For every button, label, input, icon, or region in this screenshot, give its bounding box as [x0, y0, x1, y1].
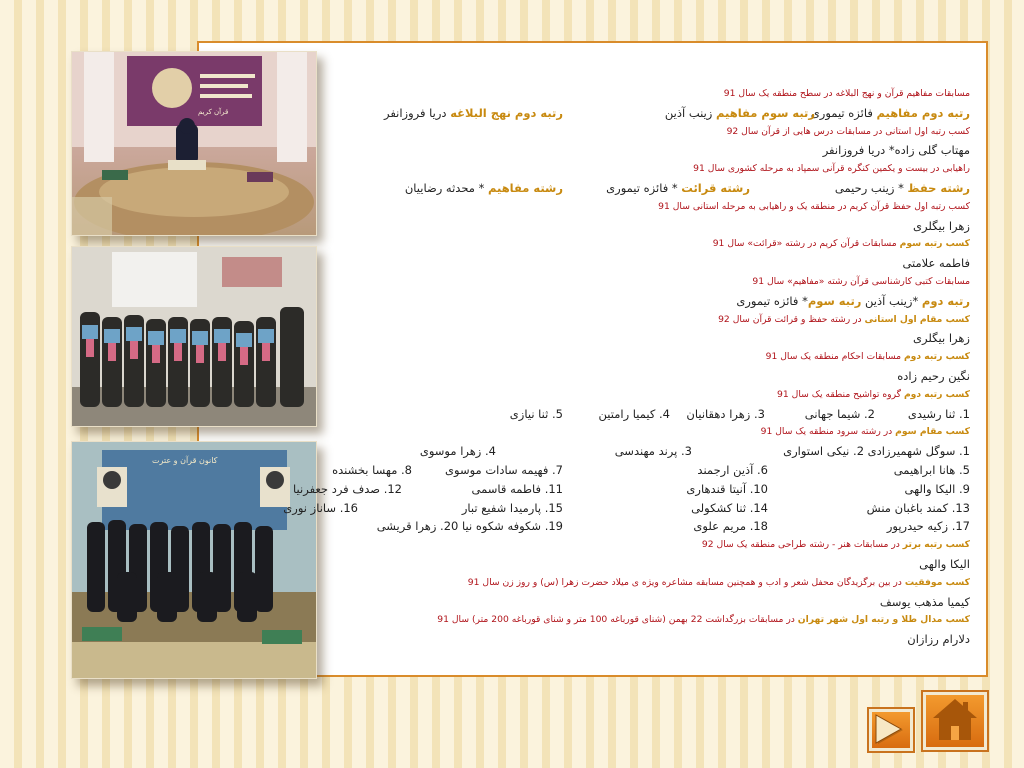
name-column: [665, 104, 815, 123]
text-segment: رشته حفظ: [907, 180, 970, 195]
text-segment: کسب رتبه اول استانی در مسابقات درس هایی از قرآن سال 92: [726, 125, 970, 137]
achievement-heading: [80, 311, 970, 330]
achievement-heading: [80, 160, 970, 179]
text-segment: * محدثه رضاییان: [404, 180, 488, 195]
name-column: [377, 517, 563, 536]
text-segment: 18. مریم علوی: [693, 519, 768, 534]
text-segment: راهیابی در بیست و یکمین کنگره قرآنی سمپاد به مرحله کشوری سال 91: [693, 163, 970, 175]
text-segment: زهرا بیگلری: [913, 331, 970, 346]
achievement-heading: [80, 235, 970, 254]
name-column: [445, 461, 563, 480]
text-segment: کیمیا مذهب یوسف: [879, 594, 970, 609]
text-segment: * فائزه تیموری: [736, 293, 808, 308]
play-triangle-icon: [869, 709, 913, 751]
name-column: [283, 499, 358, 518]
name-column: [472, 480, 563, 499]
achievement-names: [80, 480, 970, 499]
achievement-names: [80, 254, 970, 273]
achievement-names: [80, 367, 970, 386]
text-segment: دلارام رزازان: [907, 632, 970, 647]
text-segment: رتبه سوم: [807, 293, 862, 308]
achievement-names: [80, 630, 970, 649]
achievement-heading: [80, 423, 970, 442]
next-slide-button[interactable]: [867, 707, 915, 753]
name-column: [462, 499, 563, 518]
home-button[interactable]: [921, 690, 989, 752]
name-column: [697, 461, 768, 480]
achievement-names: [80, 555, 970, 574]
achievement-names: [80, 104, 970, 123]
text-segment: نگین رحیم زاده: [897, 368, 970, 383]
text-segment: رشته قرائت: [681, 180, 750, 195]
achievement-heading: [80, 123, 970, 142]
text-segment: رتبه دوم مفاهیم: [876, 105, 970, 120]
achievement-heading: [80, 348, 970, 367]
text-segment: فائزه تیموری: [810, 105, 877, 120]
photo1-banner-text: قرآن کریم: [198, 108, 229, 116]
name-column: [293, 480, 402, 499]
name-column: [405, 179, 563, 198]
name-column: [835, 179, 970, 198]
text-segment: * زینب رحیمی: [834, 180, 908, 195]
text-segment: 5. ثنا نیازی: [509, 406, 563, 421]
text-segment: * فائزه تیموری: [606, 180, 682, 195]
achievements-text: [80, 85, 970, 649]
text-segment: 16. ساناز نوری: [283, 500, 358, 515]
text-segment: کسب رتبه برتر: [902, 539, 970, 551]
name-column: [332, 461, 412, 480]
text-segment: 11. فاطمه قاسمی: [471, 481, 563, 496]
text-segment: 15. پارمیدا شفیع تبار: [461, 500, 563, 515]
name-column: [606, 179, 750, 198]
text-segment: 3. پرند مهندسی: [614, 444, 692, 459]
text-segment: الیکا والهی: [919, 556, 970, 571]
name-column: [615, 442, 692, 461]
achievement-names: [80, 442, 970, 461]
text-segment: مسابقات احکام منطقه یک سال 91: [765, 351, 904, 363]
name-column: [867, 499, 970, 518]
text-segment: مسابقات کتبی کارشناسی قرآن رشته «مفاهیم» سال 91: [752, 275, 970, 287]
achievement-heading: [80, 386, 970, 405]
text-segment: 10. آنیتا قندهاری: [686, 481, 768, 496]
text-segment: 5. هانا ابراهیمی: [893, 462, 970, 477]
text-segment: کسب مدال طلا و رتبه اول شهر تهران: [797, 614, 970, 626]
text-segment: مسابقات قرآن کریم در رشته «قرائت» سال 91: [712, 238, 900, 250]
text-segment: رتبه دوم نهج البلاغه: [450, 105, 563, 120]
name-column: [510, 405, 563, 424]
achievement-names: [80, 499, 970, 518]
name-column: [894, 461, 970, 480]
achievement-names: [80, 517, 970, 536]
name-column: [691, 499, 768, 518]
text-segment: کسب مقام اول استانی: [864, 313, 970, 325]
text-segment: در بین برگزیدگان محفل شعر و ادب و همچنین مسابقه مشاعره ویژه ی میلاد حضرت زهرا (س) و روز زن سال 91: [467, 576, 905, 588]
achievement-heading: [80, 85, 970, 104]
name-column: [908, 405, 970, 424]
text-segment: 7. فهیمه سادات موسوی: [445, 462, 563, 477]
text-segment: 8. مهسا بخشنده: [332, 462, 412, 477]
achievement-names: [80, 141, 970, 160]
text-segment: در رشته سرود منطقه یک سال 91: [760, 426, 896, 438]
text-segment: 3. زهرا دهقانیان: [686, 406, 765, 421]
text-segment: زهرا بیگلری: [913, 218, 970, 233]
name-column: [420, 442, 496, 461]
achievement-heading: [80, 198, 970, 217]
text-segment: *زینب آذین: [861, 293, 922, 308]
text-segment: 2. شیما جهانی: [804, 406, 875, 421]
text-segment: مهتاب گلی زاده* دریا فروزانفر: [822, 143, 970, 158]
text-segment: کسب رتبه دوم: [903, 388, 970, 400]
text-segment: زینب آذین: [664, 105, 717, 120]
text-segment: 1. سوگل شهمیرزادی 2. نیکی استواری: [783, 444, 970, 459]
achievement-names: [80, 179, 970, 198]
text-segment: 9. الیکا والهی: [904, 481, 970, 496]
text-segment: رتبه سوم مفاهیم: [716, 105, 815, 120]
name-column: [887, 517, 970, 536]
text-segment: در مسابقات بزرگداشت 22 بهمن (شنای قورباغه 100 متر و شنای قورباغه 200 متر) سال 91: [437, 614, 798, 626]
text-segment: در مسابقات هنر - رشته طراحی منطقه یک سال 92: [701, 539, 903, 551]
text-segment: 14. ثنا کشکولی: [691, 500, 768, 515]
text-segment: 1. ثنا رشیدی: [907, 406, 970, 421]
achievement-heading: [80, 273, 970, 292]
text-segment: کسب مقام سوم: [895, 426, 970, 438]
achievement-names: [80, 405, 970, 424]
text-segment: 19. شکوفه شکوه نیا 20. زهرا قریشی: [376, 519, 563, 534]
name-column: [686, 480, 768, 499]
home-icon: [923, 692, 987, 750]
text-segment: کسب رتبه دوم: [903, 351, 970, 363]
photo3-banner-text: کانون قرآن و عترت: [152, 456, 218, 465]
text-segment: دریا فروزانفر: [383, 105, 451, 120]
text-segment: رشته مفاهیم: [487, 180, 563, 195]
text-segment: 12. صدف فرد جعفرنیا: [293, 481, 402, 496]
name-column: [783, 442, 970, 461]
achievement-heading: [80, 574, 970, 593]
achievement-heading: [80, 611, 970, 630]
name-column: [686, 405, 765, 424]
text-segment: 17. زکیه حیدرپور: [886, 519, 970, 534]
text-segment: کسب رتبه سوم: [899, 238, 970, 250]
achievement-names: [80, 292, 970, 311]
name-column: [384, 104, 563, 123]
text-segment: رتبه دوم: [921, 293, 970, 308]
text-segment: کسب موفقیت: [904, 576, 970, 588]
achievement-names: [80, 461, 970, 480]
name-column: [811, 104, 970, 123]
text-segment: مسابقات مفاهیم قرآن و نهج البلاغه در سطح منطقه یک سال 91: [723, 88, 970, 99]
text-segment: 13. کمند باغبان منش: [866, 500, 970, 515]
name-column: [905, 480, 970, 499]
name-column: [693, 517, 768, 536]
text-segment: گروه تواشیح منطقه یک سال 91: [777, 388, 904, 400]
text-segment: در رشته حفظ و قرائت قرآن سال 92: [718, 313, 865, 325]
achievement-names: [80, 329, 970, 348]
name-column: [599, 405, 670, 424]
achievement-names: [80, 593, 970, 612]
achievement-heading: [80, 536, 970, 555]
text-segment: 6. آذین ارجمند: [697, 462, 768, 477]
text-segment: 4. کیمیا رامتین: [598, 406, 670, 421]
text-segment: فاطمه علامتی: [902, 256, 970, 271]
achievement-names: [80, 217, 970, 236]
text-segment: 4. زهرا موسوی: [419, 444, 496, 459]
name-column: [805, 405, 875, 424]
text-segment: کسب رتبه اول حفظ قرآن کریم در منطقه یک و راهیابی به مرحله استانی سال 91: [658, 200, 970, 212]
